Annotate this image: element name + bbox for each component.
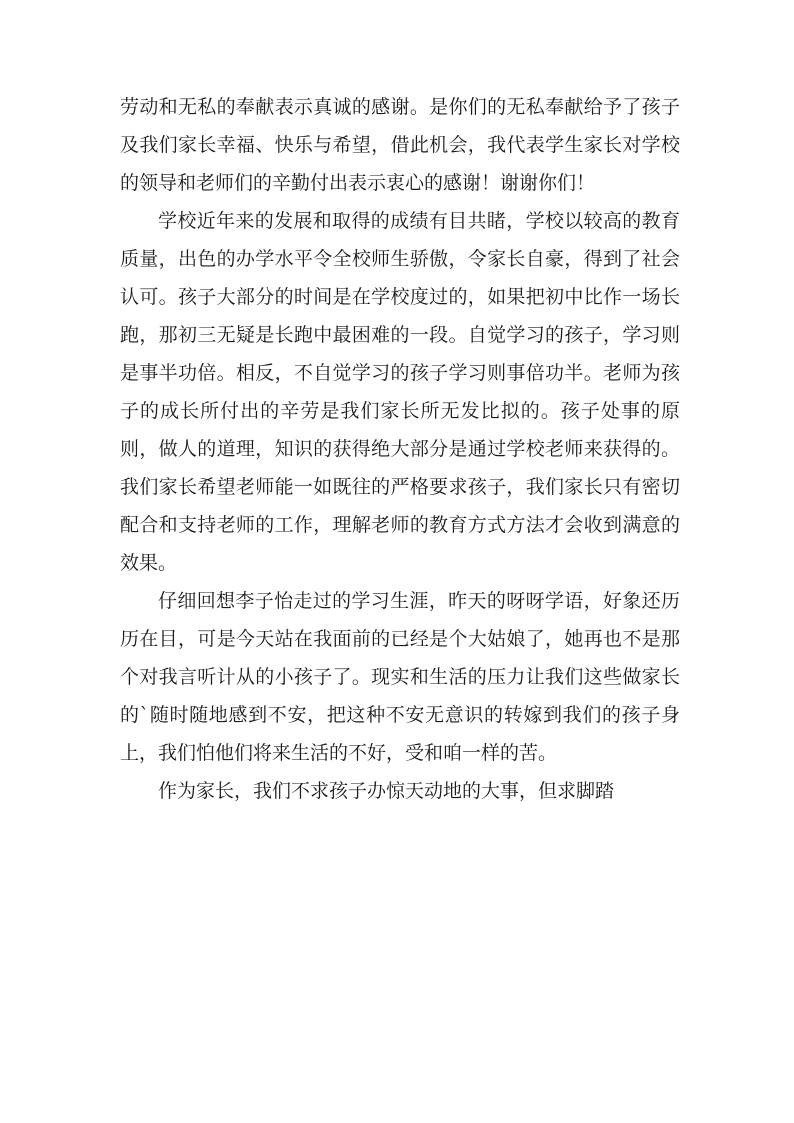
paragraph-1: 劳动和无私的奉献表示真诚的感谢。是你们的无私奉献给予了孩子及我们家长幸福、快乐与希望，借此机会，我代表学生家长对学校的领导和老师们的辛勤付出表示衷心的感谢！谢谢你们！ bbox=[120, 96, 680, 194]
paragraph-2: 学校近年来的发展和取得的成绩有目共睹，学校以较高的教育质量，出色的办学水平令全校师生骄傲，令家长自豪，得到了社会认可。孩子大部分的时间是在学校度过的，如果把初中比作一场长跑，那初三无疑是长跑中最困难的一段。自觉学习的孩子，学习则是事半功倍。相反，不自觉学习的孩子学习则事倍功半。老师为孩子的成长所付出的辛劳是我们家长所无发比拟的。孩子处事的原则，做人的道理，知识的获得绝大部分是通过学校老师来获得的。我们家长希望老师能一如既往的严格要求孩子，我们家长只有密切配合和支持老师的工作，理解老师的教育方式方法才会收到满意的效果。 bbox=[120, 210, 680, 574]
paragraph-3: 仔细回想李子怡走过的学习生涯，昨天的呀呀学语，好象还历历在目，可是今天站在我面前的已经是个大姑娘了，她再也不是那个对我言听计从的小孩子了。现实和生活的压力让我们这些做家长的`随时随地感到不安，把这种不安无意识的转嫁到我们的孩子身上，我们怕他们将来生活的不好，受和咱一样的苦。 bbox=[120, 590, 680, 764]
paragraph-4: 作为家长，我们不求孩子办惊天动地的大事，但求脚踏 bbox=[158, 780, 615, 802]
document-body bbox=[120, 88, 680, 810]
